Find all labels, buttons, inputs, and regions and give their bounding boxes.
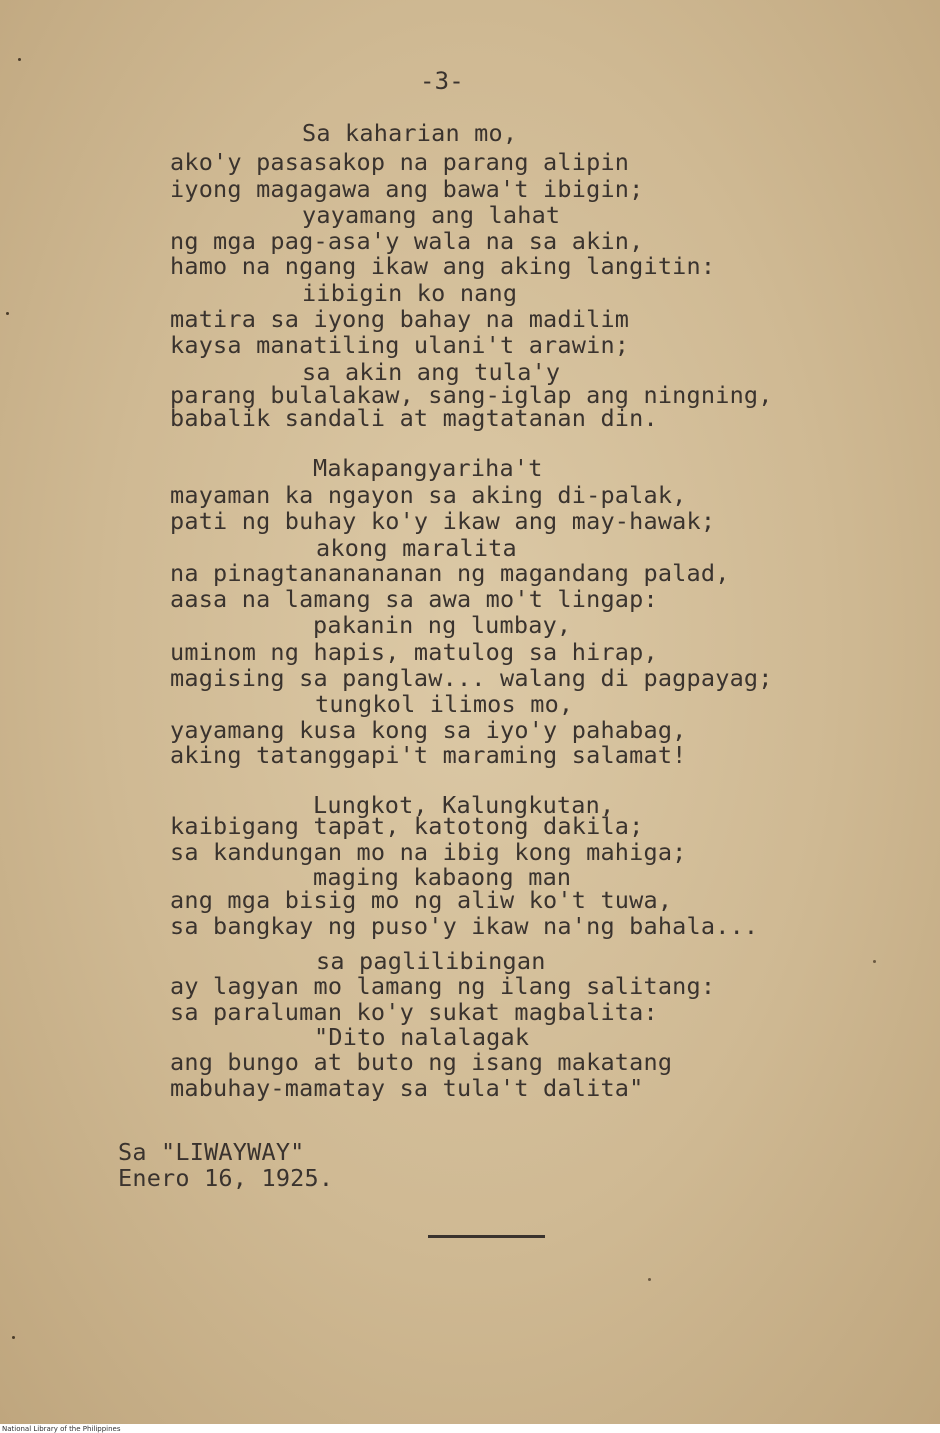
paper-speck [873, 960, 876, 963]
poem-line: ako'y pasasakop na parang alipin [170, 148, 630, 176]
poem-line: kaibigang tapat, katotong dakila; [170, 812, 644, 840]
poem-line: sa akin ang tula'y [302, 358, 561, 386]
poem-line: parang bulalakaw, sang-iglap ang ningning, [170, 381, 773, 409]
poem-line: Makapangyariha't [313, 454, 543, 482]
poem-line: na pinagtananananan ng magandang palad, [170, 559, 730, 587]
library-credit: National Library of the Philippines [2, 1425, 121, 1433]
poem-line: pakanin ng lumbay, [313, 611, 572, 639]
poem-line: matira sa iyong bahay na madilim [170, 305, 630, 333]
paper-speck [648, 1278, 651, 1281]
poem-line: yayamang kusa kong sa iyo'y pahabag, [170, 716, 687, 744]
paper-speck [12, 1336, 15, 1339]
publication-date: Enero 16, 1925. [118, 1164, 334, 1192]
poem-line: mayaman ka ngayon sa aking di-palak, [170, 481, 687, 509]
page-number: -3- [420, 67, 464, 95]
source-citation: Sa "LIWAYWAY" [118, 1138, 305, 1166]
poem-line: ang bungo at buto ng isang makatang [170, 1048, 673, 1076]
poem-line: iibigin ko nang [302, 279, 518, 307]
poem-line: maging kabaong man [313, 863, 572, 891]
poem-line: sa paraluman ko'y sukat magbalita: [170, 998, 658, 1026]
poem-line: ay lagyan mo lamang ng ilang salitang: [170, 972, 716, 1000]
poem-line: tungkol ilimos mo, [315, 690, 574, 718]
poem-line: aking tatanggapi't maraming salamat! [170, 741, 687, 769]
poem-line: hamo na ngang ikaw ang aking langitin: [170, 252, 716, 280]
paper-speck [6, 312, 9, 315]
poem-line: aasa na lamang sa awa mo't lingap: [170, 585, 658, 613]
poem-line: Sa kaharian mo, [302, 119, 518, 147]
poem-line: ng mga pag-asa'y wala na sa akin, [170, 227, 644, 255]
poem-line: iyong magagawa ang bawa't ibigin; [170, 175, 644, 203]
poem-line: "Dito nalalagak [314, 1023, 530, 1051]
poem-line: uminom ng hapis, matulog sa hirap, [170, 638, 658, 666]
poem-line: magising sa panglaw... walang di pagpayag; [170, 664, 773, 692]
poem-line: sa bangkay ng puso'y ikaw na'ng bahala... [170, 912, 759, 940]
poem-line: Lungkot, Kalungkutan, [313, 791, 615, 819]
paper-speck [18, 58, 21, 61]
poem-line: akong maralita [316, 534, 517, 562]
closing-rule [428, 1235, 545, 1238]
poem-line: ang mga bisig mo ng aliw ko't tuwa, [170, 886, 673, 914]
poem-line: mabuhay-mamatay sa tula't dalita" [170, 1074, 644, 1102]
poem-line: babalik sandali at magtatanan din. [170, 404, 658, 432]
poem-line: yayamang ang lahat [302, 201, 561, 229]
poem-line: kaysa manatiling ulani't arawin; [170, 331, 630, 359]
poem-line: sa kandungan mo na ibig kong mahiga; [170, 838, 687, 866]
poem-line: sa paglilibingan [316, 947, 546, 975]
poem-line: pati ng buhay ko'y ikaw ang may-hawak; [170, 507, 716, 535]
